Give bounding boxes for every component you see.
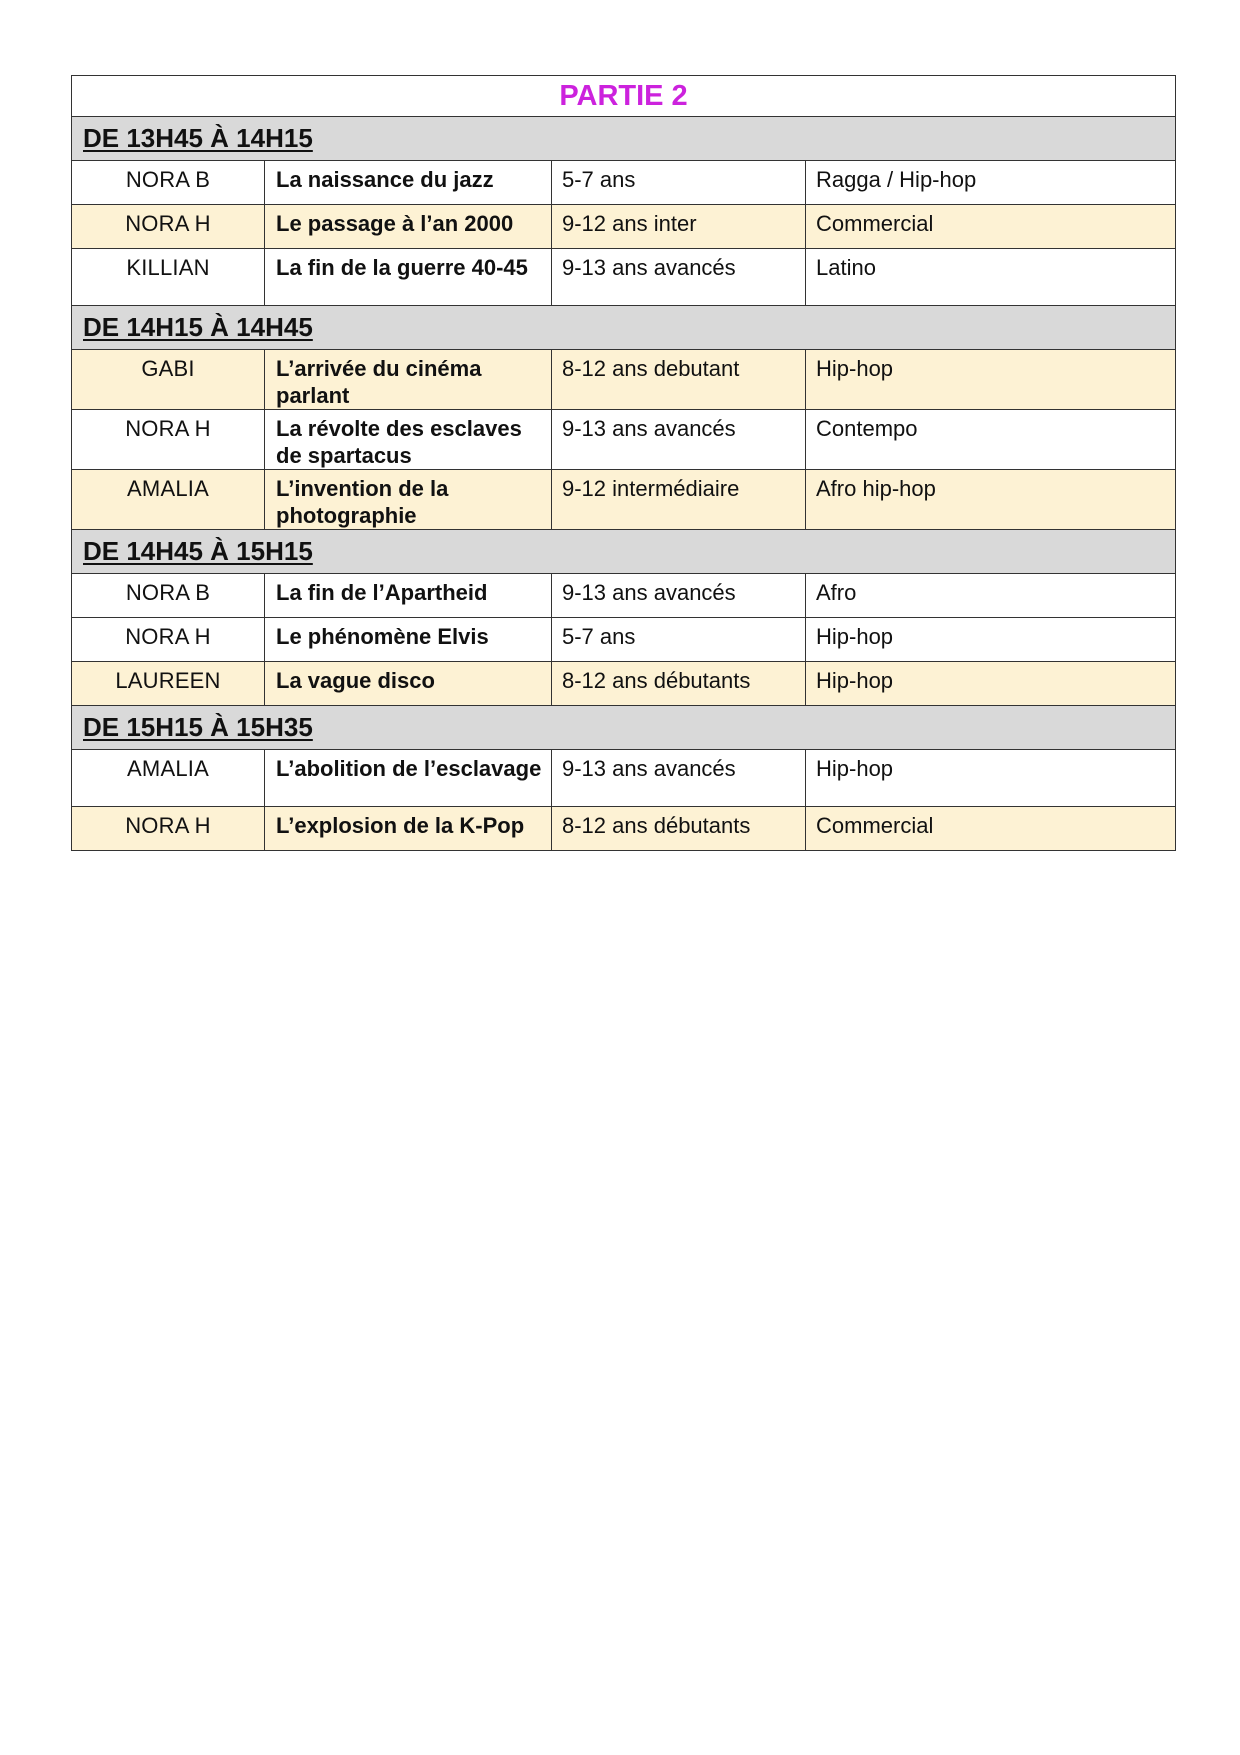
theme-cell: La fin de l’Apartheid: [265, 574, 552, 618]
theme-cell: Le passage à l’an 2000: [265, 205, 552, 249]
teacher-cell: LAUREEN: [72, 662, 265, 706]
schedule-page: [71, 75, 1175, 851]
theme-cell: L’explosion de la K-Pop: [265, 807, 552, 851]
level-cell: 9-12 ans inter: [552, 205, 806, 249]
teacher-cell: NORA H: [72, 807, 265, 851]
teacher-cell: AMALIA: [72, 470, 265, 530]
theme-cell: La révolte des esclaves de spartacus: [265, 410, 552, 470]
level-cell: 8-12 ans débutants: [552, 662, 806, 706]
level-cell: 9-13 ans avancés: [552, 750, 806, 807]
slot-header-row: [72, 117, 1176, 161]
theme-cell: Le phénomène Elvis: [265, 618, 552, 662]
slot-label: DE 14H15 À 14H45: [83, 312, 313, 342]
style-cell: Contempo: [806, 410, 1176, 470]
style-cell: Hip-hop: [806, 750, 1176, 807]
table-row: [72, 807, 1176, 851]
table-row: [72, 350, 1176, 410]
teacher-cell: NORA H: [72, 618, 265, 662]
table-row: [72, 161, 1176, 205]
style-cell: Hip-hop: [806, 618, 1176, 662]
style-cell: Ragga / Hip-hop: [806, 161, 1176, 205]
teacher-cell: AMALIA: [72, 750, 265, 807]
style-cell: Commercial: [806, 807, 1176, 851]
theme-cell: L’abolition de l’esclavage: [265, 750, 552, 807]
teacher-cell: NORA H: [72, 410, 265, 470]
style-cell: Latino: [806, 249, 1176, 306]
theme-cell: La fin de la guerre 40-45: [265, 249, 552, 306]
theme-cell: L’arrivée du cinéma parlant: [265, 350, 552, 410]
teacher-cell: NORA H: [72, 205, 265, 249]
table-row: [72, 470, 1176, 530]
schedule-table: [71, 75, 1176, 851]
style-cell: Hip-hop: [806, 350, 1176, 410]
slot-label: DE 15H15 À 15H35: [83, 712, 313, 742]
table-row: [72, 750, 1176, 807]
teacher-cell: KILLIAN: [72, 249, 265, 306]
table-row: [72, 662, 1176, 706]
theme-cell: La naissance du jazz: [265, 161, 552, 205]
table-row: [72, 249, 1176, 306]
level-cell: 9-13 ans avancés: [552, 410, 806, 470]
slot-header-row: [72, 530, 1176, 574]
style-cell: Hip-hop: [806, 662, 1176, 706]
level-cell: 5-7 ans: [552, 161, 806, 205]
table-row: [72, 410, 1176, 470]
title-row: [72, 76, 1176, 117]
teacher-cell: NORA B: [72, 161, 265, 205]
table-row: [72, 574, 1176, 618]
level-cell: 5-7 ans: [552, 618, 806, 662]
style-cell: Afro: [806, 574, 1176, 618]
level-cell: 8-12 ans débutants: [552, 807, 806, 851]
level-cell: 9-12 intermédiaire: [552, 470, 806, 530]
teacher-cell: NORA B: [72, 574, 265, 618]
theme-cell: L’invention de la photographie: [265, 470, 552, 530]
teacher-cell: GABI: [72, 350, 265, 410]
page-title: PARTIE 2: [72, 76, 1176, 117]
level-cell: 9-13 ans avancés: [552, 574, 806, 618]
theme-cell: La vague disco: [265, 662, 552, 706]
slot-header-row: [72, 306, 1176, 350]
level-cell: 9-13 ans avancés: [552, 249, 806, 306]
table-row: [72, 205, 1176, 249]
table-row: [72, 618, 1176, 662]
level-cell: 8-12 ans debutant: [552, 350, 806, 410]
style-cell: Commercial: [806, 205, 1176, 249]
style-cell: Afro hip-hop: [806, 470, 1176, 530]
slot-label: DE 13H45 À 14H15: [83, 123, 313, 153]
slot-header-row: [72, 706, 1176, 750]
slot-label: DE 14H45 À 15H15: [83, 536, 313, 566]
